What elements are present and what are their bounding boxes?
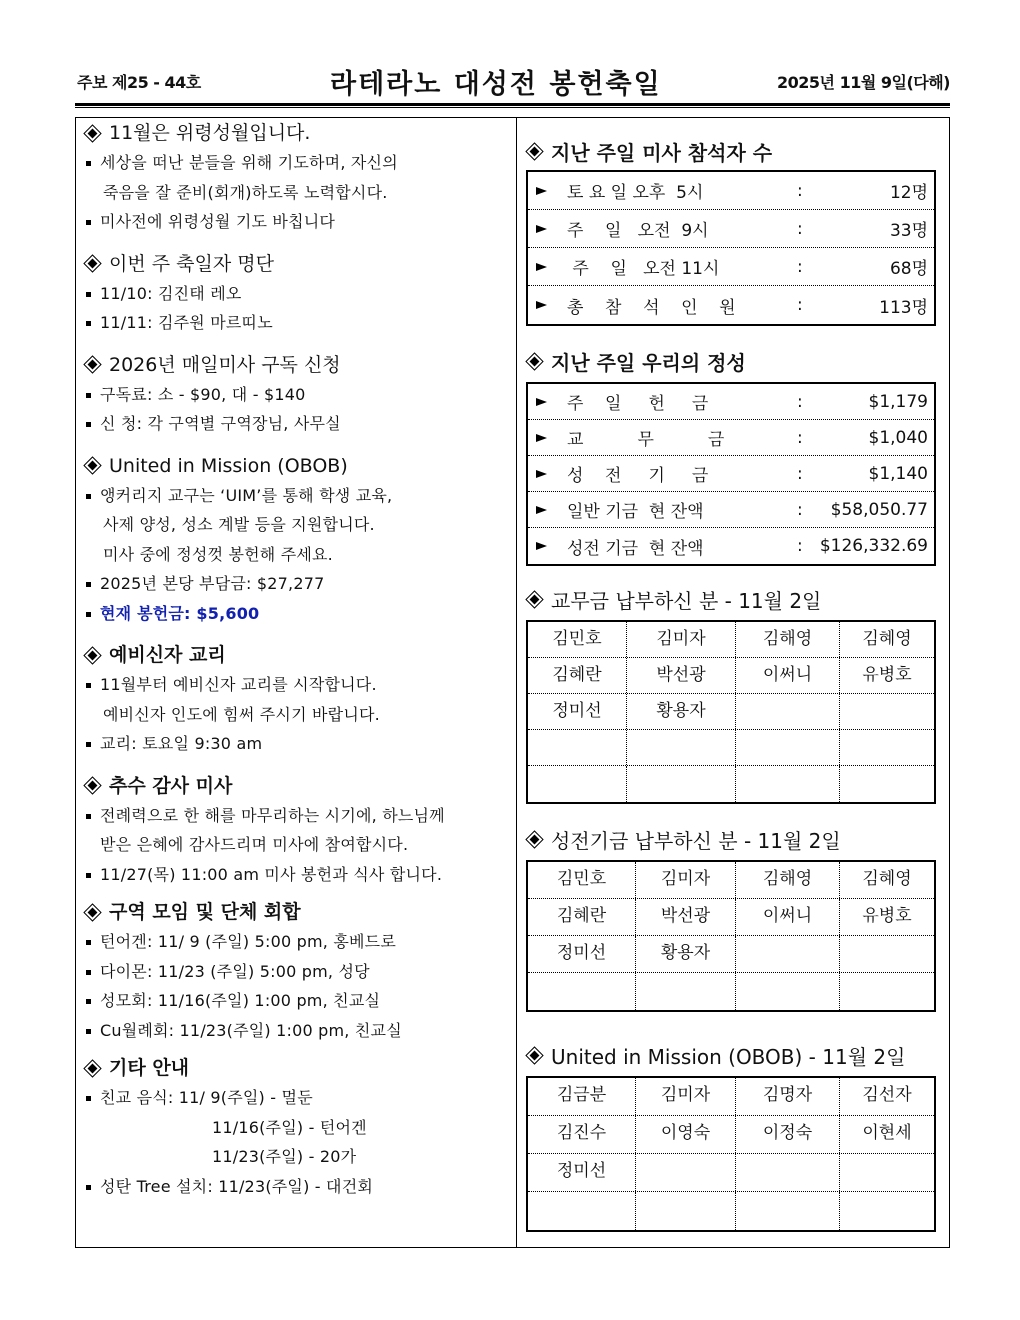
page-title: 라테라노 대성전 봉헌축일 [330, 69, 662, 100]
name-cell [840, 766, 934, 802]
name-cell: 이써니 [736, 899, 840, 935]
section-feast-days [84, 249, 509, 338]
offering-title [526, 344, 936, 378]
diamond-icon [84, 125, 101, 142]
item-text: Cu월례회: 11/23(주일) 1:00 pm, 친교실 [100, 1020, 402, 1040]
section-title [84, 897, 509, 927]
name-row [528, 730, 934, 766]
section-title-text: 기타 안내 [109, 1057, 190, 1079]
diamond-icon [526, 591, 543, 608]
arrow-icon [536, 225, 547, 233]
bullet-icon [86, 582, 91, 587]
item-text: 성모회: 11/16(주일) 1:00 pm, 친교실 [100, 991, 381, 1010]
row-colon: : [797, 218, 803, 239]
bullet-icon [86, 873, 91, 878]
name-cell [736, 694, 840, 729]
attendance-table [526, 170, 936, 326]
name-cell [528, 730, 627, 765]
uim-grid [526, 1076, 936, 1232]
row-value: $1,140 [868, 463, 928, 484]
name-cell [736, 1154, 840, 1191]
row-label: 총 참 석 인 원 [567, 297, 736, 318]
row-label: 주 일 오전 9시 [567, 221, 709, 241]
name-cell: 김명자 [736, 1078, 840, 1115]
list-item [84, 380, 509, 410]
diamond-icon [526, 143, 543, 160]
section-thanksgiving-mass [84, 771, 509, 890]
diocesan-fee-grid [526, 620, 936, 804]
diocesan-fee-title-text: 교무금 납부하신 분 - 11월 2일 [551, 588, 822, 613]
list-item [84, 801, 509, 831]
section-title-text: United in Mission (OBOB) [109, 454, 348, 477]
attendance-row [528, 172, 934, 210]
list-item [84, 1016, 509, 1046]
offering-row [528, 528, 934, 564]
arrow-icon [536, 398, 547, 406]
diamond-icon [84, 647, 101, 664]
right-column [526, 118, 936, 1232]
name-cell: 김혜영 [862, 869, 912, 889]
issue-number: 주보 제25 - 44호 [77, 73, 201, 92]
list-item [84, 729, 509, 759]
name-cell [840, 694, 934, 729]
list-item [84, 409, 509, 439]
item-text: 다이몬: 11/23 (주일) 5:00 pm, 성당 [100, 961, 370, 981]
bullet-icon [86, 683, 91, 688]
bulletin-header [75, 62, 950, 102]
list-item [84, 569, 509, 599]
name-cell [636, 973, 736, 1010]
row-value: $58,050.77 [830, 499, 928, 520]
section-title [84, 249, 509, 279]
list-item [84, 927, 509, 957]
section-title [84, 118, 509, 148]
section-title-text: 2026년 매일미사 구독 신청 [109, 353, 341, 376]
item-text: 전례력으로 한 해를 마무리하는 시기에, 하느님께 [100, 805, 445, 825]
name-cell: 김해영 [736, 862, 840, 898]
name-cell [736, 973, 840, 1010]
name-row [528, 658, 934, 694]
name-cell: 유병호 [862, 665, 912, 685]
name-cell [736, 936, 840, 972]
item-continuation: 사제 양성, 성소 계발 등을 지원합니다. [103, 515, 375, 534]
name-row [528, 622, 934, 658]
current-offering-text: 현재 봉헌금: $5,600 [100, 603, 260, 623]
name-cell: 정미선 [528, 694, 627, 729]
arrow-icon [536, 263, 547, 271]
offering-title-text: 지난 주일 우리의 정성 [551, 350, 746, 375]
name-cell: 박선광 [636, 899, 736, 935]
name-cell [528, 973, 636, 1010]
row-colon: : [797, 391, 803, 412]
name-cell: 이써니 [736, 658, 840, 693]
bullet-icon [86, 940, 91, 945]
diocesan-fee-title [526, 582, 936, 616]
row-label: 성전 기금 현 잔액 [567, 538, 704, 559]
row-value: 33명 [889, 221, 928, 241]
name-row [528, 899, 934, 936]
section-group-meetings [84, 897, 509, 1045]
name-cell [528, 1192, 636, 1230]
name-cell: 김미자 [636, 1078, 736, 1115]
diamond-icon [526, 1047, 543, 1064]
row-label: 토 요 일 오후 5시 [567, 183, 704, 203]
content-frame [75, 117, 950, 1248]
bullet-icon [86, 393, 91, 398]
name-cell [627, 730, 736, 765]
name-row [528, 694, 934, 730]
section-title-text: 예비신자 교리 [109, 644, 226, 666]
arrow-icon [536, 187, 547, 195]
diamond-icon [84, 457, 101, 474]
row-value: $126,332.69 [819, 536, 928, 556]
section-catechumen [84, 640, 509, 759]
row-value: $1,040 [868, 427, 928, 448]
arrow-icon [536, 470, 547, 478]
bullet-icon [86, 220, 91, 225]
item-continuation: 미사 중에 정성껏 봉헌해 주세요. [103, 544, 333, 564]
name-cell [840, 973, 934, 1010]
building-fund-grid [526, 860, 936, 1012]
name-cell: 김민호 [528, 622, 627, 657]
item-continuation: 11/16(주일) - 턴어겐 [212, 1117, 367, 1137]
row-value: 113명 [879, 297, 928, 318]
bullet-icon [86, 742, 91, 747]
name-row [528, 862, 934, 899]
list-item [84, 670, 509, 700]
section-purgatory-month [84, 118, 509, 237]
item-text: 교리: 토요일 9:30 am [100, 734, 263, 753]
name-cell: 김미자 [627, 622, 736, 657]
diamond-icon [526, 831, 543, 848]
name-cell [636, 1192, 736, 1230]
section-other-notices [84, 1053, 509, 1201]
name-cell: 황용자 [627, 694, 736, 729]
name-cell [736, 766, 840, 802]
arrow-icon [536, 506, 547, 514]
list-item [84, 986, 509, 1016]
name-cell: 김혜영 [862, 629, 912, 649]
arrow-icon [536, 301, 547, 309]
name-row [528, 936, 934, 973]
left-column [84, 118, 509, 1201]
name-row [528, 1154, 934, 1192]
bullet-icon [86, 1185, 91, 1190]
name-cell: 김민호 [528, 862, 636, 898]
row-label: 주 일 오전 11시 [567, 259, 720, 279]
list-item [84, 308, 509, 338]
bullet-icon [86, 292, 91, 297]
item-continuation: 죽음을 잘 준비(회개)하도록 노력합시다. [103, 182, 388, 202]
section-daily-missal [84, 350, 509, 439]
name-cell: 이영숙 [636, 1116, 736, 1153]
diamond-icon [84, 904, 101, 921]
item-continuation: 받은 은혜에 감사드리며 미사에 참여합시다. [100, 835, 409, 854]
uim-title-text: United in Mission (OBOB) - 11월 2일 [551, 1044, 906, 1069]
diamond-icon [526, 353, 543, 370]
offering-row [528, 456, 934, 492]
item-text: 친교 음식: 11/ 9(주일) - 멀둔 [100, 1088, 313, 1107]
section-title [84, 451, 509, 481]
item-text: 신 청: 각 구역별 구역장님, 사무실 [100, 414, 341, 433]
name-cell [840, 730, 934, 765]
item-text: 11/11: 김주원 마르띠노 [100, 313, 273, 332]
list-item [84, 1083, 509, 1113]
section-title-text: 이번 주 축일자 명단 [109, 252, 274, 275]
row-value: 12명 [889, 183, 928, 203]
name-row [528, 1078, 934, 1116]
bullet-icon [86, 999, 91, 1004]
section-united-in-mission [84, 451, 509, 629]
diamond-icon [84, 356, 101, 373]
row-label: 성 전 기 금 [567, 466, 709, 486]
bullet-icon [86, 1029, 91, 1034]
row-value: $1,179 [868, 391, 928, 412]
offering-row [528, 492, 934, 528]
offering-row [528, 420, 934, 456]
section-title-text: 추수 감사 미사 [109, 774, 233, 797]
name-cell: 정미선 [528, 1154, 636, 1191]
name-cell [840, 1192, 934, 1230]
name-cell [528, 766, 627, 802]
name-cell [840, 936, 934, 972]
diamond-icon [84, 255, 101, 272]
name-cell: 김선자 [862, 1085, 912, 1105]
row-label: 주 일 헌 금 [567, 394, 709, 414]
column-divider [516, 118, 517, 1247]
attendance-title-text: 지난 주일 미사 참석자 수 [551, 140, 773, 165]
section-title [84, 771, 509, 801]
name-cell: 이정숙 [736, 1116, 840, 1153]
bullet-icon [86, 422, 91, 427]
bullet-icon [86, 161, 91, 166]
issue-date: 2025년 11월 9일(다해) [777, 73, 950, 92]
row-colon: : [797, 256, 803, 277]
offering-table [526, 382, 936, 566]
row-colon: : [797, 180, 803, 201]
row-colon: : [797, 427, 803, 448]
item-text: 11월부터 예비신자 교리를 시작합니다. [100, 675, 377, 694]
name-row [528, 1192, 934, 1230]
name-cell: 정미선 [528, 936, 636, 972]
bullet-icon [86, 321, 91, 326]
name-cell [840, 1154, 934, 1191]
bullet-icon [86, 814, 91, 819]
row-label: 교 무 금 [567, 430, 725, 450]
row-colon: : [797, 499, 803, 520]
item-text: 2025년 본당 부담금: $27,277 [100, 574, 325, 593]
item-continuation: 11/23(주일) - 20가 [212, 1147, 357, 1166]
name-cell: 김진수 [528, 1116, 636, 1153]
row-colon: : [797, 295, 803, 315]
section-title [84, 350, 509, 380]
list-item [84, 599, 509, 629]
bullet-icon [86, 494, 91, 499]
name-cell: 김해영 [736, 622, 840, 657]
diamond-icon [84, 777, 101, 794]
section-title [84, 1053, 509, 1083]
list-item [84, 957, 509, 987]
name-cell [627, 766, 736, 802]
name-row [528, 766, 934, 802]
row-value: 68명 [889, 259, 928, 279]
attendance-title [526, 134, 936, 168]
name-cell: 김미자 [636, 862, 736, 898]
list-item [84, 860, 509, 890]
item-text: 성탄 Tree 설치: 11/23(주일) - 대건회 [100, 1176, 374, 1196]
name-cell [636, 1154, 736, 1191]
row-colon: : [797, 536, 803, 556]
header-rule [75, 103, 950, 108]
bullet-icon [86, 1096, 91, 1101]
offering-row [528, 384, 934, 420]
name-row [528, 1116, 934, 1154]
bullet-icon [86, 612, 91, 617]
building-fund-title-text: 성전기금 납부하신 분 - 11월 2일 [551, 828, 841, 853]
uim-title [526, 1038, 936, 1072]
item-text: 앵커리지 교구는 ‘UIM’를 통해 학생 교육, [100, 485, 393, 505]
name-cell: 유병호 [862, 906, 912, 926]
item-continuation: 예비신자 인도에 힘써 주시기 바랍니다. [103, 704, 380, 724]
list-item [84, 279, 509, 309]
name-row [528, 973, 934, 1010]
list-item [84, 148, 509, 178]
list-item [84, 207, 509, 237]
list-item [84, 481, 509, 511]
name-cell: 김혜란 [528, 658, 627, 693]
section-title-text: 구역 모임 및 단체 회합 [109, 901, 301, 923]
row-colon: : [797, 463, 803, 484]
item-text: 미사전에 위령성월 기도 바칩니다 [100, 212, 336, 231]
section-title [84, 640, 509, 670]
name-cell [736, 730, 840, 765]
attendance-row [528, 286, 934, 324]
item-text: 11/27(목) 11:00 am 미사 봉헌과 식사 합니다. [100, 864, 443, 884]
name-cell: 김혜란 [528, 899, 636, 935]
name-cell: 박선광 [627, 658, 736, 693]
item-text: 세상을 떠난 분들을 위해 기도하며, 자신의 [100, 153, 398, 172]
list-item [84, 1172, 509, 1202]
name-cell: 김금분 [528, 1078, 636, 1115]
section-title-text: 11월은 위령성월입니다. [109, 122, 311, 144]
item-text: 11/10: 김진태 레오 [100, 283, 242, 303]
arrow-icon [536, 542, 547, 550]
item-text: 턴어겐: 11/ 9 (주일) 5:00 pm, 홍베드로 [100, 932, 396, 951]
name-cell [736, 1192, 840, 1230]
name-cell: 이현세 [862, 1123, 912, 1143]
diamond-icon [84, 1060, 101, 1077]
building-fund-title [526, 822, 936, 856]
attendance-row [528, 210, 934, 248]
item-text: 구독료: 소 - $90, 대 - $140 [100, 384, 306, 404]
row-label: 일반 기금 현 잔액 [567, 502, 704, 522]
attendance-row [528, 248, 934, 286]
bullet-icon [86, 970, 91, 975]
name-cell: 황용자 [636, 936, 736, 972]
arrow-icon [536, 434, 547, 442]
